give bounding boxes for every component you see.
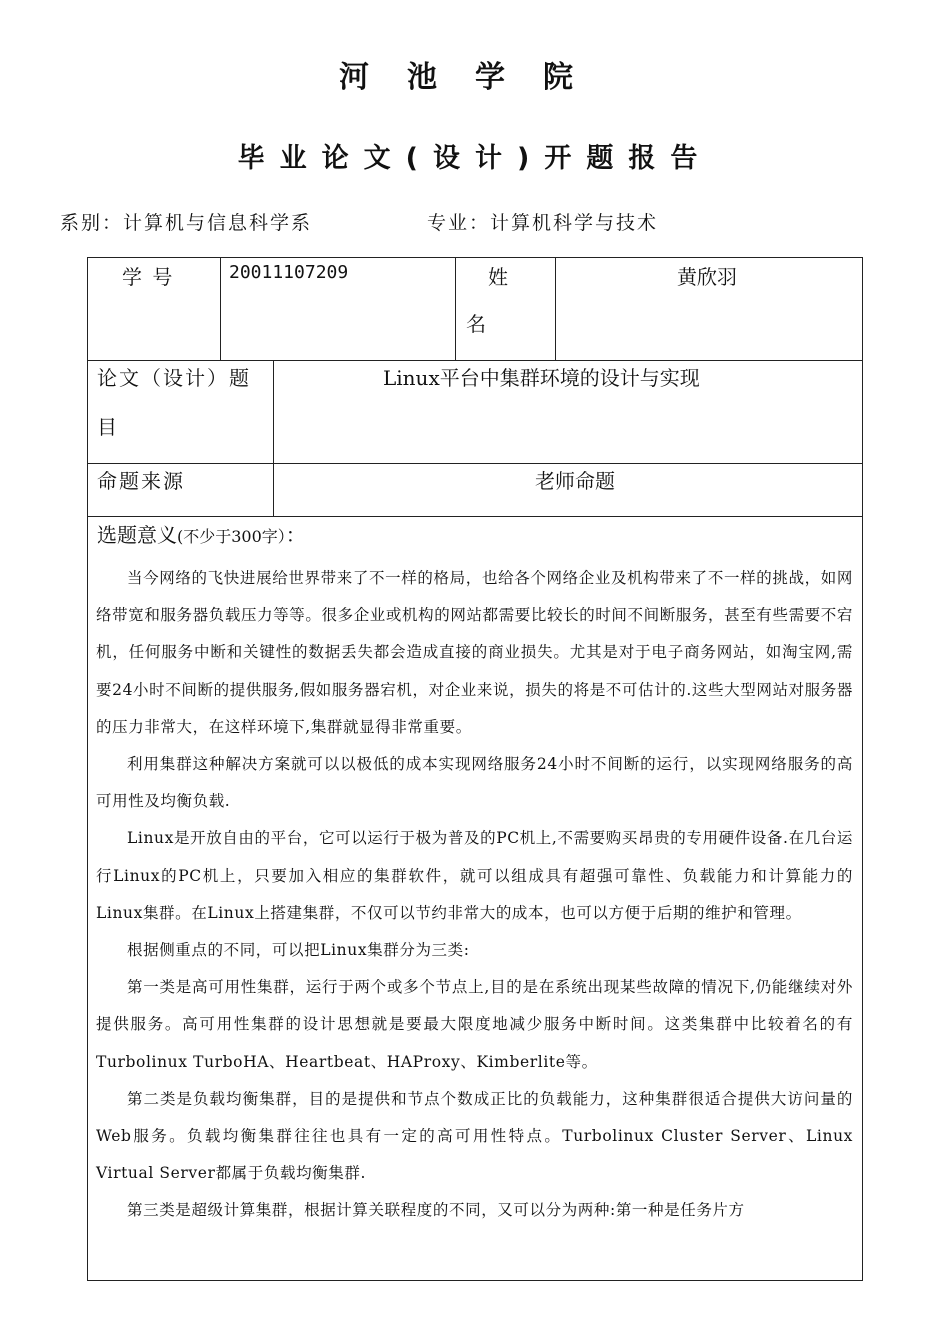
significance-note: (不少于300字）: [177, 527, 286, 546]
topic-label-line2: 目: [97, 415, 117, 439]
major-label: 专业：计算机科学与技术: [427, 212, 659, 234]
school-title: 河池学院: [339, 60, 611, 95]
paragraph: Linux是开放自由的平台，它可以运行于极为普及的PC机上,不需要购买昂贵的专用硬件设备.在几台运行Linux的PC机上，只要加入相应的集群软件，就可以组成具有超强可靠性、负载能力和计算能力的Linux集群。在Linux上搭建集群，不仅可以节约非常大的成本，也可以方便于后期的维护和管理。: [96, 829, 853, 922]
paragraph: 利用集群这种解决方案就可以以极低的成本实现网络服务24小时不间断的运行，以实现网络服务的高可用性及均衡负载.: [96, 755, 853, 811]
significance-label: 选题意义: [97, 523, 177, 547]
paragraph: 第一类是高可用性集群，运行于两个或多个节点上,目的是在系统出现某些故障的情况下,仍能继续对外提供服务。高可用性集群的设计思想就是要最大限度地减少服务中断时间。这类集群中比较着名的有Turbolinux TurboHA、Heartbeat、HAProxy、Kimberlite等。: [96, 978, 853, 1071]
paragraph: 根据侧重点的不同，可以把Linux集群分为三类:: [127, 941, 470, 960]
paragraph: 第二类是负载均衡集群，目的是提供和节点个数成正比的负载能力，这种集群很适合提供大访问量的Web服务。负载均衡集群往往也具有一定的高可用性特点。Turbolinux Cluster Server、Linux Virtual Server都属于负载均衡集群.: [96, 1089, 853, 1183]
student-id-label: 学 号: [122, 265, 175, 289]
source-value: 老师命题: [535, 469, 615, 493]
significance-colon: ：: [285, 523, 306, 547]
significance-body: [96, 560, 853, 1230]
topic-label-line1: 论文（设计）题: [97, 366, 251, 390]
paragraph: 当今网络的飞快进展给世界带来了不一样的格局，也给各个网络企业及机构带来了不一样的挑战，如网络带宽和服务器负载压力等等。很多企业或机构的网站都需要比较长的时间不间断服务，甚至有些需要不宕机，任何服务中断和关键性的数据丢失都会造成直接的商业损失。尤其是对于电子商务网站，如淘宝网,需要24小时不间断的提供服务,假如服务器宕机，对企业来说，损失的将是不可估计的.这些大型网站对服务器的压力非常大，在这样环境下,集群就显得非常重要。: [96, 569, 853, 736]
topic-value: Linux平台中集群环境的设计与实现: [383, 366, 700, 390]
name-label-line2: 名: [466, 312, 486, 336]
paragraph: 第三类是超级计算集群，根据计算关联程度的不同，又可以分为两种:第一种是任务片方: [127, 1201, 745, 1220]
name-label-line1: 姓: [488, 265, 508, 289]
source-label: 命题来源: [97, 469, 185, 493]
name-value: 黄欣羽: [677, 265, 737, 289]
report-title: 毕业论文(设计)开题报告: [237, 143, 713, 174]
student-id-value: 20011107209: [229, 262, 349, 283]
department-label: 系别：计算机与信息科学系: [60, 212, 313, 234]
significance-heading: [97, 519, 306, 548]
